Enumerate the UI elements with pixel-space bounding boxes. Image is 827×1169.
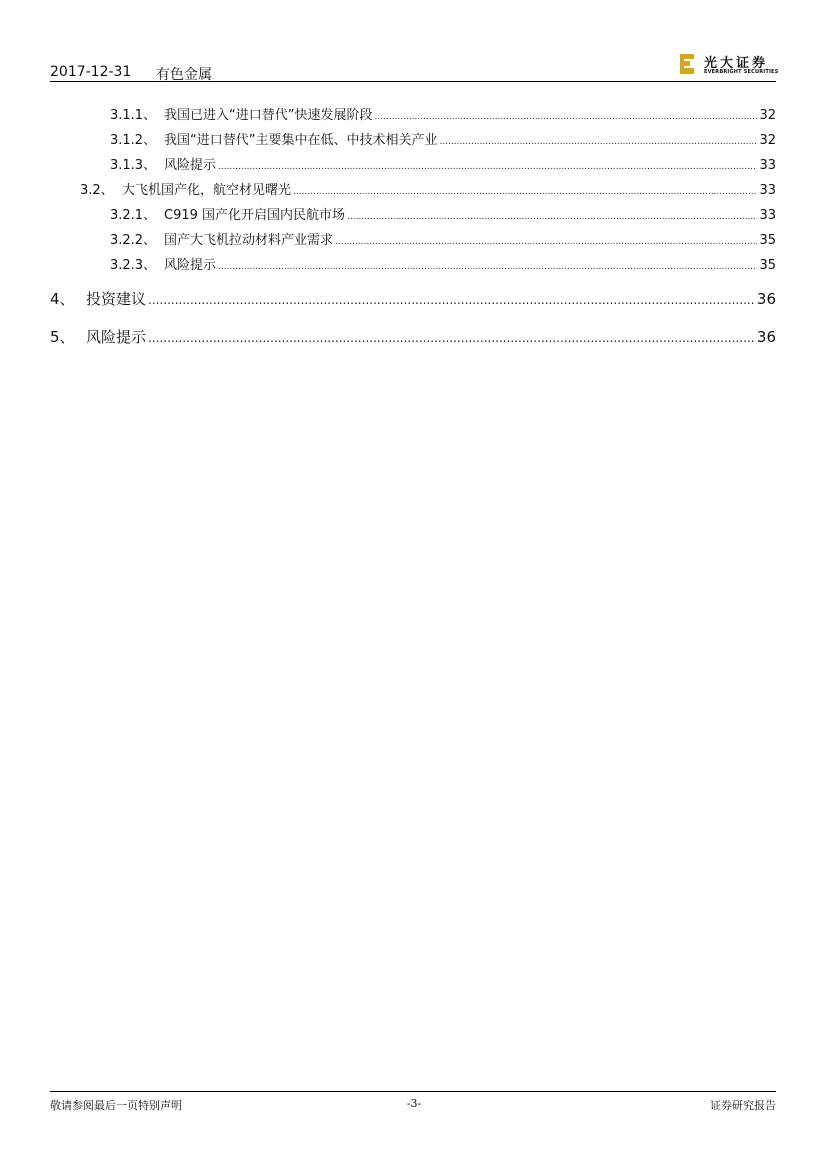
logo-text-en: EVERBRIGHT SECURITIES	[704, 69, 779, 75]
toc-entry[interactable]	[110, 204, 776, 223]
toc-entry-page: 32	[759, 133, 776, 148]
toc-dot-leader	[218, 262, 757, 272]
toc-entry-page: 32	[759, 108, 776, 123]
toc-entry-page: 36	[756, 290, 776, 308]
toc-entry-page: 33	[759, 158, 776, 173]
footer-divider	[50, 1091, 776, 1092]
toc-entry-number: 3.2.1、	[110, 208, 157, 223]
toc-entry-number: 3.1.3、	[110, 158, 157, 173]
toc-entry-page: 35	[759, 258, 776, 273]
toc-entry[interactable]	[50, 288, 776, 309]
toc-entry-page: 33	[759, 208, 776, 223]
toc-entry-page: 33	[759, 183, 776, 198]
toc-entry-number: 3.1.2、	[110, 133, 157, 148]
toc-entry-title: 风险提示	[164, 258, 217, 273]
toc-entry-title: C919 国产化开启国内民航市场	[164, 208, 346, 223]
header-divider	[50, 81, 776, 82]
toc-entry-title: 我国已进入“进口替代”快速发展阶段	[164, 108, 373, 123]
toc-entry-title: 风险提示	[164, 158, 217, 173]
toc-dot-leader	[293, 187, 757, 197]
toc-entry-number: 3.2、	[80, 183, 114, 198]
toc-entry-title: 投资建议	[86, 290, 147, 308]
footer-disclaimer: 敬请参阅最后一页特别声明	[50, 1099, 182, 1112]
footer-report-type: 证券研究报告	[710, 1099, 776, 1112]
toc-entry[interactable]	[110, 104, 776, 123]
report-sector: 有色金属	[156, 67, 212, 83]
toc-entry-page: 36	[756, 328, 776, 346]
toc-dot-leader	[374, 112, 757, 122]
toc-entry-title: 我国“进口替代”主要集中在低、中技术相关产业	[164, 133, 438, 148]
toc-dot-leader	[439, 137, 757, 147]
toc-entry-number: 3.1.1、	[110, 108, 157, 123]
everbright-logo-icon	[680, 54, 694, 74]
toc-entry-number: 3.2.2、	[110, 233, 157, 248]
logo-text-cn: 光大证券	[704, 56, 769, 71]
toc-dot-leader	[347, 212, 757, 222]
toc-entry[interactable]	[50, 326, 776, 347]
toc-dot-leader	[335, 237, 757, 247]
toc-entry[interactable]	[110, 129, 776, 148]
report-date: 2017-12-31	[50, 64, 132, 80]
toc-entry-number: 4、	[50, 290, 75, 308]
toc-dot-leader	[148, 293, 755, 307]
toc-dot-leader	[148, 331, 755, 345]
toc-entry[interactable]	[110, 154, 776, 173]
toc-entry-title: 大飞机国产化，航空材见曙光	[122, 183, 292, 198]
toc-entry-page: 35	[759, 233, 776, 248]
toc-entry[interactable]	[80, 179, 776, 198]
toc-entry[interactable]	[110, 229, 776, 248]
toc-entry-title: 风险提示	[86, 328, 147, 346]
toc-entry-title: 国产大飞机拉动材料产业需求	[164, 233, 334, 248]
toc-dot-leader	[218, 162, 757, 172]
everbright-logo	[680, 52, 779, 78]
page-header	[50, 52, 779, 83]
toc-entry-number: 5、	[50, 328, 75, 346]
toc-entry-number: 3.2.3、	[110, 258, 157, 273]
toc-entry[interactable]	[110, 254, 776, 273]
page-number: -3-	[406, 1097, 422, 1110]
